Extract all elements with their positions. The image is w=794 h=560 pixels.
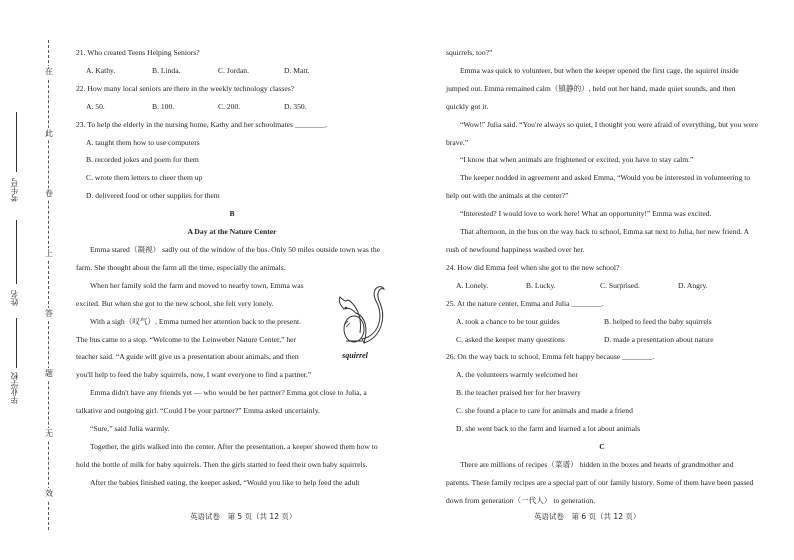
option: A. Lonely. bbox=[456, 280, 489, 290]
passage-paragraph: With a sigh（叹气）, Emma turned her attention back to the present. The bus came to a stop. “Welcome to the Leinweber Nature Center,” her teacher said. “A guide will give us a presentation about animals, and then you'll help to feed the baby squirrels, now, I want everyone to find a partner.” bbox=[76, 316, 312, 380]
candidate-number-field[interactable] bbox=[16, 112, 17, 172]
passage-paragraph: “I know that when animals are frightened or excited, you have to stay calm.” bbox=[460, 155, 694, 165]
passage-paragraph: When her family sold the farm and moved to nearby town, Emma was excited. But when she got to the new school, she felt very lonely. bbox=[76, 280, 304, 308]
page-6-column bbox=[446, 44, 758, 510]
option: B. recorded jokes and poem for them bbox=[86, 155, 199, 165]
page-5-column bbox=[76, 44, 388, 492]
squirrel-illustration bbox=[322, 279, 388, 361]
option: D. Angry. bbox=[678, 280, 708, 290]
name-field[interactable] bbox=[16, 220, 17, 284]
passage-paragraph: Emma was quick to volunteer, but when the keeper opened the first cage, the squirrel inside jumped out. Emma remained calm（镇静的）, held out her hand, made quiet sounds, and then quickly got it. bbox=[446, 65, 739, 111]
section-heading: C bbox=[599, 441, 605, 451]
option: C. asked the keeper many questions bbox=[456, 334, 565, 344]
passage-paragraph: Emma didn't have any friends yet — who would be her partner? Emma got close to Julia, a talkative and outgoing girl. “Could I be your partner?” Emma asked uncertainly. bbox=[76, 388, 367, 416]
option: C. Surprised. bbox=[600, 280, 640, 290]
school-label: 毕业学校 bbox=[10, 372, 19, 404]
passage-paragraph: squirrels, too?” bbox=[446, 48, 493, 57]
passage-paragraph: The keeper nodded in agreement and asked Emma, “Would you be interested in volunteering to help out with the animals at the center?” bbox=[446, 173, 751, 201]
seal-char: 此 bbox=[45, 129, 53, 138]
option: D. delivered food or other supplies for them bbox=[86, 191, 220, 201]
question-25-options-row-1 bbox=[446, 313, 758, 331]
option: A. took a chance to be tour guides bbox=[456, 316, 560, 326]
question-21-stem: 21. Who created Teens Helping Seniors? bbox=[76, 48, 200, 57]
seal-char: 卷 bbox=[45, 189, 53, 198]
option: A. Kathy. bbox=[86, 65, 116, 75]
question-23-stem: 23. To help the elderly in the nursing home, Kathy and her schoolmates ________. bbox=[76, 119, 328, 129]
option: B. Lucky. bbox=[526, 280, 556, 290]
option: C. she found a place to care for animals and made a friend bbox=[456, 406, 633, 416]
passage-title: A Day at the Nature Center bbox=[187, 227, 277, 237]
question-24-stem: 24. How did Emma feel when she got to the new school? bbox=[446, 262, 620, 272]
seal-char: 效 bbox=[45, 489, 53, 498]
option: B. helped to feed the baby squirrels bbox=[604, 316, 712, 326]
seal-char: 无 bbox=[45, 429, 53, 438]
passage-paragraph: “Sure,” said Julia warmly. bbox=[90, 424, 170, 434]
binding-margin bbox=[0, 0, 70, 560]
question-25-options-row-2 bbox=[446, 331, 758, 349]
question-24-options bbox=[446, 277, 758, 295]
passage-paragraph: There are millions of recipes（菜谱） hidden in the boxes and hearts of grandmother and parents. These family recipes are a special part of our family history. Some of them have been passed down from generation（一代人） to generation. bbox=[446, 459, 754, 505]
option: C. Jordan. bbox=[218, 65, 250, 75]
option: D. 350. bbox=[284, 101, 307, 111]
question-26-stem: 26. On the way back to school, Emma felt happy because ________. bbox=[446, 352, 655, 362]
seal-char: 答 bbox=[45, 309, 53, 318]
seal-dashed-line bbox=[48, 40, 49, 530]
option: C. wrote them letters to cheer them up bbox=[86, 173, 203, 183]
passage-paragraph: “Wow!” Julia said. “You're always so quiet, I thought you were afraid of everything, but you were brave.” bbox=[446, 119, 758, 147]
question-22-options bbox=[76, 98, 388, 116]
option: A. 50. bbox=[86, 101, 105, 111]
option: A. the volunteers warmly welcomed her bbox=[456, 370, 578, 380]
school-field[interactable] bbox=[16, 318, 17, 368]
page-footer: 英语试卷 第 6 页（共 12 页） bbox=[534, 512, 641, 521]
option: C. 200. bbox=[218, 101, 241, 111]
name-label: 姓名 bbox=[10, 290, 19, 306]
illustration-caption: squirrel bbox=[342, 350, 368, 360]
option: D. Matt. bbox=[284, 65, 310, 75]
passage-paragraph: Emma stared（凝视） sadly out of the window of the bus. Only 50 miles outside town was the farm. She thought about the farm all the time, especially the animals. bbox=[76, 244, 381, 272]
option: D. made a presentation about nature bbox=[604, 334, 714, 344]
seal-char: 题 bbox=[45, 369, 53, 378]
question-21-options bbox=[76, 62, 388, 80]
passage-paragraph: “Interested? I would love to work here! What an opportunity!” Emma was excited. bbox=[460, 209, 712, 219]
squirrel-icon bbox=[322, 279, 388, 349]
passage-paragraph: Together, the girls walked into the center. After the presentation, a keeper showed them how to hold the bottle of milk for baby squirrels. Then the girls started to feed their own baby squirrels. bbox=[76, 441, 378, 469]
passage-paragraph: That afternoon, in the bus on the way back to school, Emma sat next to Julia, her new friend. A rush of newfound happiness washed over her. bbox=[446, 227, 749, 254]
question-25-stem: 25. At the nature center, Emma and Julia ________. bbox=[446, 298, 604, 308]
seal-char: 在 bbox=[45, 67, 53, 76]
section-heading: B bbox=[229, 209, 235, 219]
option: B. 100. bbox=[152, 101, 175, 111]
option: B. Linda. bbox=[152, 65, 181, 75]
option: B. the teacher praised her for her bravery bbox=[456, 388, 581, 398]
passage-paragraph: After the babies finished eating, the keeper asked, “Would you like to help feed the adult bbox=[90, 477, 360, 487]
option: D. she went back to the farm and learned a lot about animals bbox=[456, 424, 641, 434]
candidate-number-label: 考生号 bbox=[10, 178, 19, 202]
question-22-stem: 22. How many local seniors are there in the weekly technology classes? bbox=[76, 83, 295, 93]
seal-char: 上 bbox=[45, 249, 53, 258]
page-footer: 英语试卷 第 5 页（共 12 页） bbox=[190, 512, 297, 521]
option: A. taught them how to use computers bbox=[86, 137, 200, 147]
